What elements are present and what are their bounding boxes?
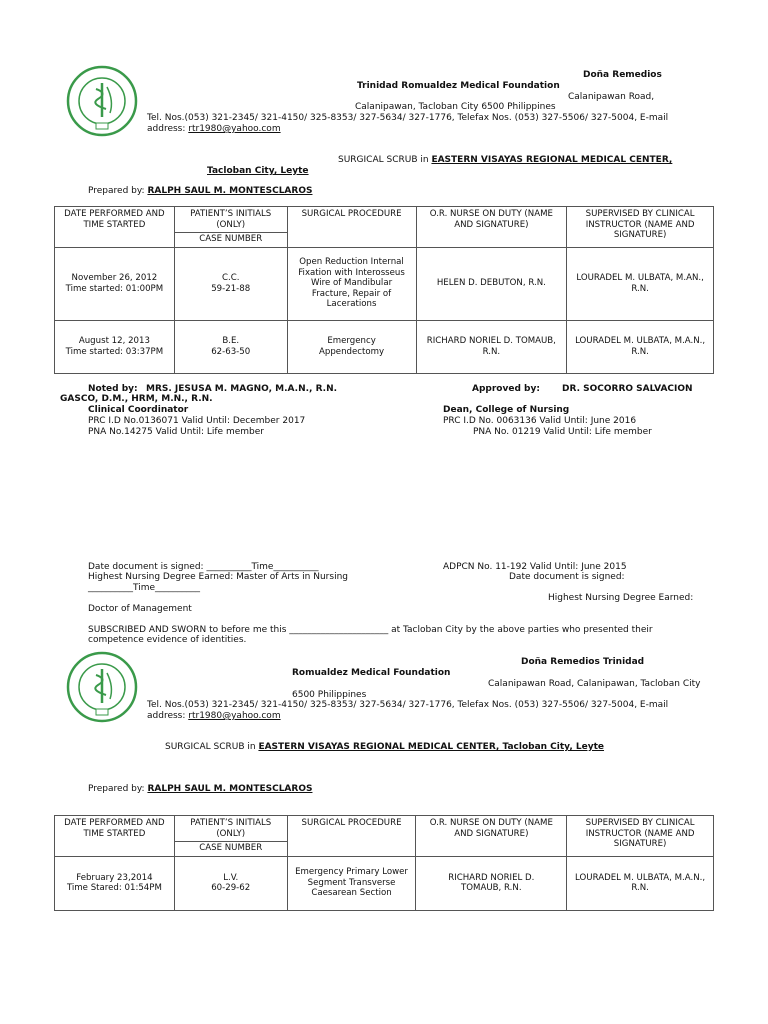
cell-date (55, 320, 175, 373)
header-initials-label: PATIENT’S INITIALS (ONLY) (190, 209, 272, 230)
header-supervisor: SUPERVISED BY CLINICAL INSTRUCTOR (NAME AND SIGNATURE) (567, 207, 714, 248)
cell-supervisor: LOURADEL M. ULBATA, M.A.N., R.N. (567, 856, 714, 910)
prepared-name: RALPH SAUL M. MONTESCLAROS (147, 784, 313, 794)
scrub-prefix: SURGICAL SCRUB in (338, 155, 432, 165)
dean-title: Dean, College of Nursing (443, 405, 570, 415)
cell-nurse: RICHARD NORIEL D. TOMAUB, R.N. (416, 856, 567, 910)
scrub-place-line2: Tacloban City, Leyte (207, 166, 309, 176)
foundation-address-a: Calanipawan Road, (568, 92, 655, 102)
initials-value: L.V. (223, 872, 239, 883)
cell-date (55, 856, 175, 910)
header-case-label: CASE NUMBER (175, 841, 287, 854)
cell-procedure: Emergency Appendectomy (287, 320, 416, 373)
pna-right: PNA No. 01219 Valid Until: Life member (473, 427, 652, 437)
time-line: __________Time__________ (88, 583, 201, 593)
prepared-by (88, 186, 312, 197)
cell-initials (174, 320, 287, 373)
header-procedure: SURGICAL PROCEDURE (287, 207, 416, 248)
header-procedure: SURGICAL PROCEDURE (287, 816, 416, 857)
initials-value: C.C. (221, 273, 240, 283)
approved-label: Approved by: (472, 384, 540, 394)
header-initials-label: PATIENT’S INITIALS (ONLY) (190, 818, 272, 839)
case-value: 62-63-50 (211, 346, 251, 357)
email-label: address: (147, 124, 189, 134)
table-row (55, 247, 714, 320)
header-supervisor: SUPERVISED BY CLINICAL INSTRUCTOR (NAME AND SIGNATURE) (567, 816, 714, 857)
date-signed-left: Date document is signed: __________Time__________ (88, 562, 319, 572)
header-date: DATE PERFORMED AND TIME STARTED (55, 207, 175, 248)
foundation-address-b: 6500 Philippines (292, 690, 367, 700)
header-nurse: O.R. NURSE ON DUTY (NAME AND SIGNATURE) (416, 816, 567, 857)
foundation-logo (66, 651, 138, 723)
date-value: February 23,2014 (76, 872, 153, 883)
cell-procedure: Open Reduction Internal Fixation with Interosseus Wire of Mandibular Fracture, Repair of Lacerations (287, 247, 416, 320)
sworn-line2: competence evidence of identities. (88, 635, 247, 645)
foundation-email-line (147, 124, 281, 135)
foundation-address-a: Calanipawan Road, Calanipawan, Tacloban City (488, 679, 701, 689)
noted-name: MRS. JESUSA M. MAGNO, M.A.N., R.N. (146, 384, 338, 394)
scrub-prefix: SURGICAL SCRUB in (165, 742, 259, 752)
scrub-place: EASTERN VISAYAS REGIONAL MEDICAL CENTER, (431, 155, 673, 165)
scrub-place: EASTERN VISAYAS REGIONAL MEDICAL CENTER, Tacloban City, Leyte (258, 742, 605, 752)
header-date: DATE PERFORMED AND TIME STARTED (55, 816, 175, 857)
foundation-logo (66, 65, 138, 137)
time-value: Time started: 01:00PM (65, 283, 164, 294)
table-header-row (55, 207, 714, 248)
foundation-name-line2: Trinidad Romualdez Medical Foundation (357, 81, 560, 91)
pna-left: PNA No.14275 Valid Until: Life member (88, 427, 264, 437)
foundation-name-line2: Romualdez Medical Foundation (292, 668, 451, 678)
noted-label: Noted by: (88, 384, 138, 394)
prepared-name: RALPH SAUL M. MONTESCLAROS (147, 186, 313, 196)
table-row (55, 856, 714, 910)
header-nurse: O.R. NURSE ON DUTY (NAME AND SIGNATURE) (416, 207, 567, 248)
header-initials (174, 816, 287, 857)
coordinator-title: Clinical Coordinator (88, 405, 189, 415)
case-value: 59-21-88 (211, 283, 251, 294)
prc-right: PRC I.D No. 0063136 Valid Until: June 2016 (443, 416, 637, 426)
foundation-name-line1: Doña Remedios Trinidad (521, 657, 645, 667)
foundation-email-line (147, 711, 281, 722)
email-link[interactable]: rtr1980@yahoo.com (188, 711, 281, 721)
foundation-address-b: Calanipawan, Tacloban City 6500 Philippines (355, 102, 556, 112)
doctor-of-management: Doctor of Management (88, 604, 192, 614)
date-value: August 12, 2013 (78, 336, 150, 346)
cell-date (55, 247, 175, 320)
header-initials (174, 207, 287, 248)
table-header-row (55, 816, 714, 857)
foundation-tel: Tel. Nos.(053) 321-2345/ 321-4150/ 325-8353/ 327-5634/ 327-1776, Telefax Nos. (053) 327-5506/ 327-5004, E-mail (147, 113, 669, 123)
scrub-table-1 (54, 206, 714, 374)
highest-degree-left: Highest Nursing Degree Earned: Master of Arts in Nursing (88, 572, 348, 582)
time-value: Time Stared: 01:54PM (66, 883, 162, 893)
cell-nurse: RICHARD NORIEL D. TOMAUB, R.N. (416, 320, 567, 373)
cell-initials (174, 247, 287, 320)
date-signed-right: Date document is signed: (509, 572, 625, 582)
scrub-table-2 (54, 815, 714, 911)
prepared-label: Prepared by: (88, 784, 148, 794)
scrub-title (165, 742, 604, 753)
approved-name-a: DR. SOCORRO SALVACION (562, 384, 693, 394)
approved-name-b: GASCO, D.M., HRM, M.N., R.N. (60, 394, 213, 404)
sworn-line1: SUBSCRIBED AND SWORN to before me this ______________________ at Tacloban City by the above parties who presented their (88, 625, 653, 635)
cell-initials (174, 856, 287, 910)
email-label: address: (147, 711, 189, 721)
adpcn: ADPCN No. 11-192 Valid Until: June 2015 (443, 562, 627, 572)
highest-degree-right: Highest Nursing Degree Earned: (548, 593, 694, 603)
email-link[interactable]: rtr1980@yahoo.com (188, 124, 281, 134)
date-value: November 26, 2012 (71, 273, 158, 283)
case-value: 60-29-62 (211, 883, 251, 893)
scrub-title (338, 155, 672, 166)
prc-left: PRC I.D No.0136071 Valid Until: December 2017 (88, 416, 306, 426)
cell-nurse: HELEN D. DEBUTON, R.N. (416, 247, 567, 320)
foundation-name-line1: Doña Remedios (583, 70, 662, 80)
cell-procedure: Emergency Primary Lower Segment Transverse Caesarean Section (287, 856, 416, 910)
cell-supervisor: LOURADEL M. ULBATA, M.AN., R.N. (567, 247, 714, 320)
table-row (55, 320, 714, 373)
prepared-by (88, 784, 312, 795)
initials-value: B.E. (222, 336, 240, 346)
prepared-label: Prepared by: (88, 186, 148, 196)
cell-supervisor: LOURADEL M. ULBATA, M.A.N., R.N. (567, 320, 714, 373)
time-value: Time started: 03:37PM (65, 346, 164, 357)
foundation-tel: Tel. Nos.(053) 321-2345/ 321-4150/ 325-8353/ 327-5634/ 327-1776, Telefax Nos. (053) 327-5506/ 327-5004, E-mail (147, 700, 669, 710)
header-case-label: CASE NUMBER (175, 232, 287, 245)
